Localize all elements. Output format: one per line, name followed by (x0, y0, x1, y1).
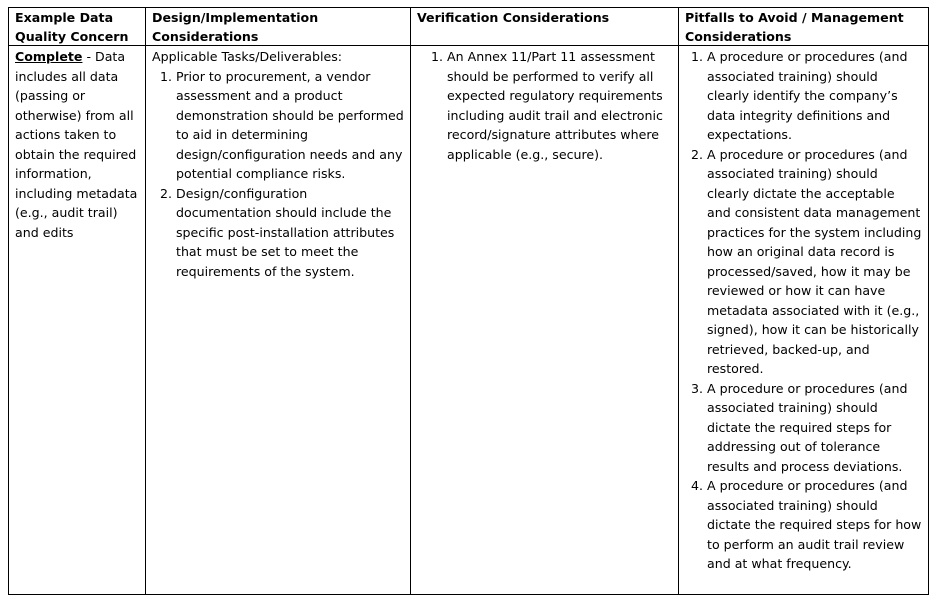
column-pitfalls (679, 8, 928, 594)
column-data-quality-concern (9, 8, 146, 594)
header-design-implementation: Design/Implementation Considerations (146, 8, 410, 46)
cell-data-quality-concern (9, 46, 145, 242)
cell-pitfalls (679, 46, 928, 574)
concern-description: - Data includes all data (passing or otherwise) from all actions taken to obtain the required information, including metadata (e.g., audit trail) and edits (15, 49, 138, 240)
pitfalls-list (685, 47, 922, 574)
cell-design-implementation (146, 46, 410, 281)
cell-verification (411, 46, 678, 164)
data-quality-table (8, 7, 929, 595)
header-data-quality-concern: Example Data Quality Concern (9, 8, 145, 46)
list-item: 4. A procedure or procedures (and associated training) should dictate the required steps for how to perform an audit trail review and at what frequency. (707, 476, 922, 574)
header-pitfalls: Pitfalls to Avoid / Management Considerations (679, 8, 928, 46)
verification-list (417, 47, 672, 164)
deliverables-intro: Applicable Tasks/Deliverables: (152, 49, 343, 64)
list-item: 2. A procedure or procedures (and associated training) should clearly dictate the acceptable and consistent data management practices for the system including how an original data record is processed/saved, how it may be reviewed or how it can have metadata associated with it (e.g., signed), how it can be historically retrieved, backed-up, and restored. (707, 145, 922, 379)
list-item: 3. A procedure or procedures (and associated training) should dictate the required steps for addressing out of tolerance results and process deviations. (707, 379, 922, 477)
column-verification (411, 8, 679, 594)
design-list (152, 67, 404, 282)
list-item: 1. An Annex 11/Part 11 assessment should be performed to verify all expected regulatory requirements including audit trail and electronic record/signature attributes where applicable (e.g., secure). (447, 47, 672, 164)
header-verification: Verification Considerations (411, 8, 678, 46)
list-item: 2. Design/configuration documentation should include the specific post-installation attributes that must be set to meet the requirements of the system. (176, 184, 404, 282)
list-item: 1. A procedure or procedures (and associated training) should clearly identify the company’s data integrity definitions and expectations. (707, 47, 922, 145)
list-item: 1. Prior to procurement, a vendor assessment and a product demonstration should be performed to aid in determining design/configuration needs and any potential compliance risks. (176, 67, 404, 184)
column-design-implementation (146, 8, 411, 594)
concern-term: Complete (15, 49, 83, 64)
